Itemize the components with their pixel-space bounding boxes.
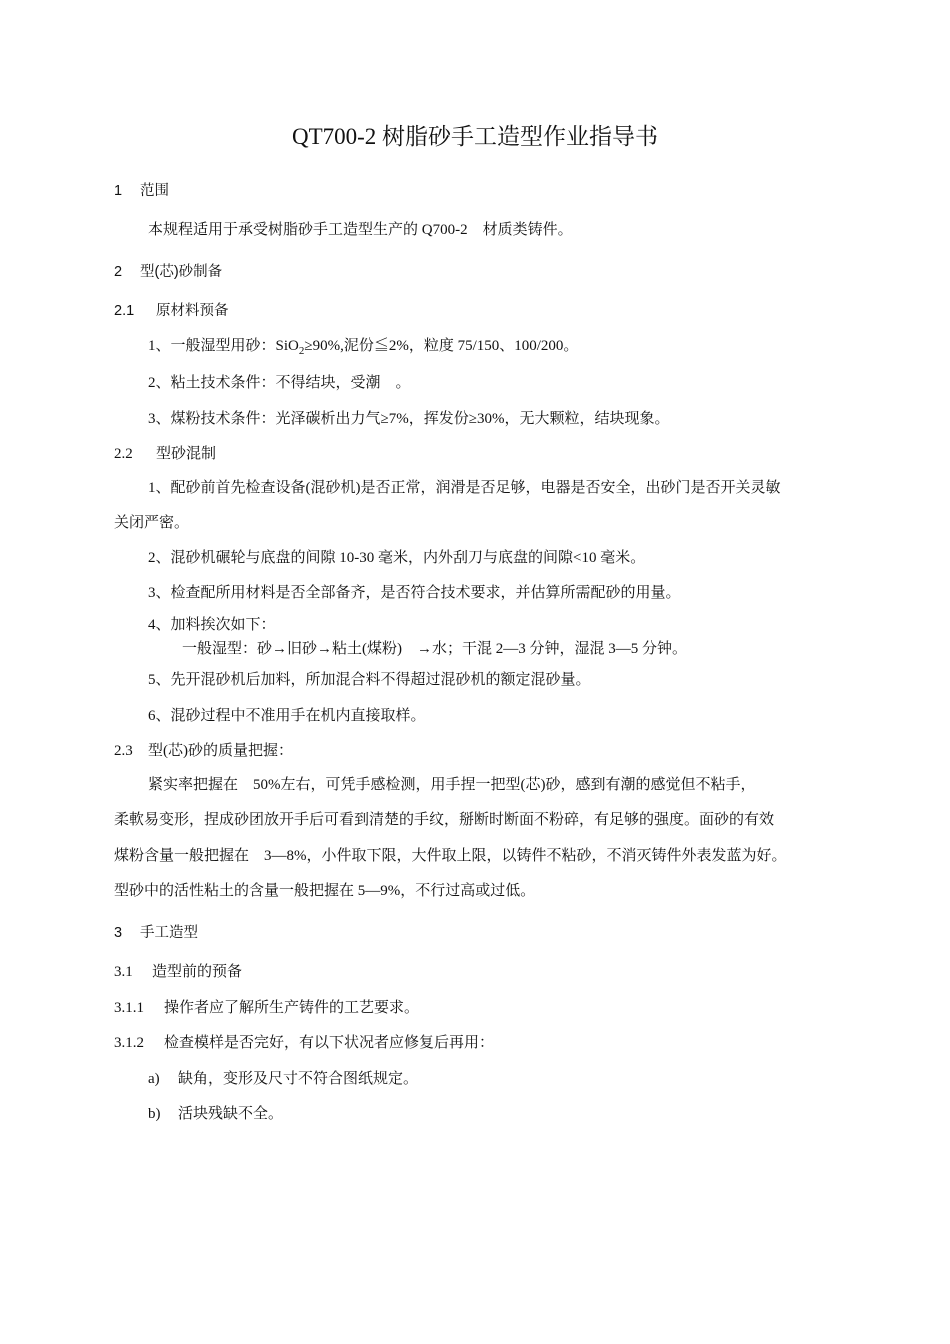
section-3-1-heading xyxy=(114,962,242,982)
quality-paragraph-line-3: 煤粉含量一般把握在 3—8%，小件取下限，大件取上限，以铸件不粘砂，不消灭铸件外表发蓝为好。 xyxy=(114,848,787,864)
section-1-body: 本规程适用于承受树脂砂手工造型生产的 Q700-2 材质类铸件。 xyxy=(148,222,573,238)
section-2-3-heading xyxy=(114,741,293,761)
section-label: 范围 xyxy=(140,183,169,199)
section-1-heading xyxy=(114,181,169,201)
section-3-heading xyxy=(114,923,198,943)
material-item-1-suffix: ≥90%,泥份≦2%，粒度 75/150、100/200。 xyxy=(304,338,579,354)
section-2-2-heading xyxy=(114,444,216,464)
quality-paragraph-line-2: 柔軟易变形，捏成砂团放开手后可看到清楚的手纹，掰断时断面不粉碎，有足够的强度。面砂的有效 xyxy=(114,812,775,828)
material-item-3: 3、煤粉技术条件：光泽碳析出力气≥7%，挥发份≥30%，无大颗粒，结块现象。 xyxy=(148,411,670,427)
mixing-item-1: 1、配砂前首先检查设备(混砂机)是否正常，润滑是否足够，电器是否安全，出砂门是否开关灵敏 xyxy=(148,480,781,496)
mixing-item-6: 6、混砂过程中不准用手在机内直接取样。 xyxy=(148,708,426,724)
list-item-b xyxy=(148,1104,283,1124)
section-number: 3 xyxy=(114,925,123,941)
section-number: 1 xyxy=(114,183,123,199)
section-label: 型(芯)砂的质量把握： xyxy=(148,743,293,759)
material-item-2: 2、粘土技术条件：不得结块，受潮 。 xyxy=(148,375,411,391)
section-label: 造型前的预备 xyxy=(152,964,243,980)
section-label: 原材料预备 xyxy=(156,303,229,319)
section-label: 型(芯)砂制备 xyxy=(140,264,223,280)
mixing-item-5: 5、先开混砂机后加料，所加混合料不得超过混砂机的额定混砂量。 xyxy=(148,672,591,688)
quality-paragraph-line-1: 紧实率把握在 50%左右，可凭手感检测，用手捏一把型(芯)砂，感到有潮的感觉但不粘手， xyxy=(148,777,756,793)
mixing-item-4: 4、加料挨次如下： xyxy=(148,617,276,633)
mixing-item-3: 3、检查配所用材料是否全部备齐，是否符合技术要求，并估算所需配砂的用量。 xyxy=(148,585,681,601)
section-number: 3.1.1 xyxy=(114,1000,144,1016)
section-number: 2 xyxy=(114,264,123,280)
section-text: 检查模样是否完好，有以下状况者应修复后再用： xyxy=(164,1035,495,1051)
section-3-1-1 xyxy=(114,998,419,1018)
section-number: 2.3 xyxy=(114,743,133,759)
list-text: 活块残缺不全。 xyxy=(178,1106,284,1122)
section-number: 3.1.2 xyxy=(114,1035,144,1051)
list-text: 缺角，变形及尺寸不符合图纸规定。 xyxy=(178,1071,419,1087)
section-label: 手工造型 xyxy=(140,925,198,941)
section-label: 型砂混制 xyxy=(156,446,217,462)
mixing-item-4-detail: 一般湿型：砂→旧砂→粘土(煤粉) →水；干混 2—3 分钟，湿混 3—5 分钟。 xyxy=(182,641,687,657)
section-number: 3.1 xyxy=(114,964,133,980)
quality-paragraph-line-4: 型砂中的活性粘土的含量一般把握在 5—9%，不行过高或过低。 xyxy=(114,883,536,899)
section-number: 2.1 xyxy=(114,303,135,319)
mixing-item-2: 2、混砂机碾轮与底盘的间隙 10-30 毫米，内外刮刀与底盘的间隙<10 毫米。 xyxy=(148,550,646,566)
section-text: 操作者应了解所生产铸件的工艺要求。 xyxy=(164,1000,420,1016)
section-number: 2.2 xyxy=(114,446,133,462)
subscript: 2 xyxy=(298,345,305,357)
section-2-heading xyxy=(114,262,222,282)
mixing-item-1-continued: 关闭严密。 xyxy=(114,515,190,531)
section-3-1-2 xyxy=(114,1033,494,1053)
list-marker: a) xyxy=(148,1071,160,1087)
material-item-1-prefix: 1、一般湿型用砂：SiO xyxy=(148,338,299,354)
list-item-a xyxy=(148,1069,418,1089)
list-marker: b) xyxy=(148,1106,161,1122)
material-item-1 xyxy=(148,336,578,361)
section-2-1-heading xyxy=(114,301,229,321)
document-title: QT700-2 树脂砂手工造型作业指导书 xyxy=(291,124,659,149)
